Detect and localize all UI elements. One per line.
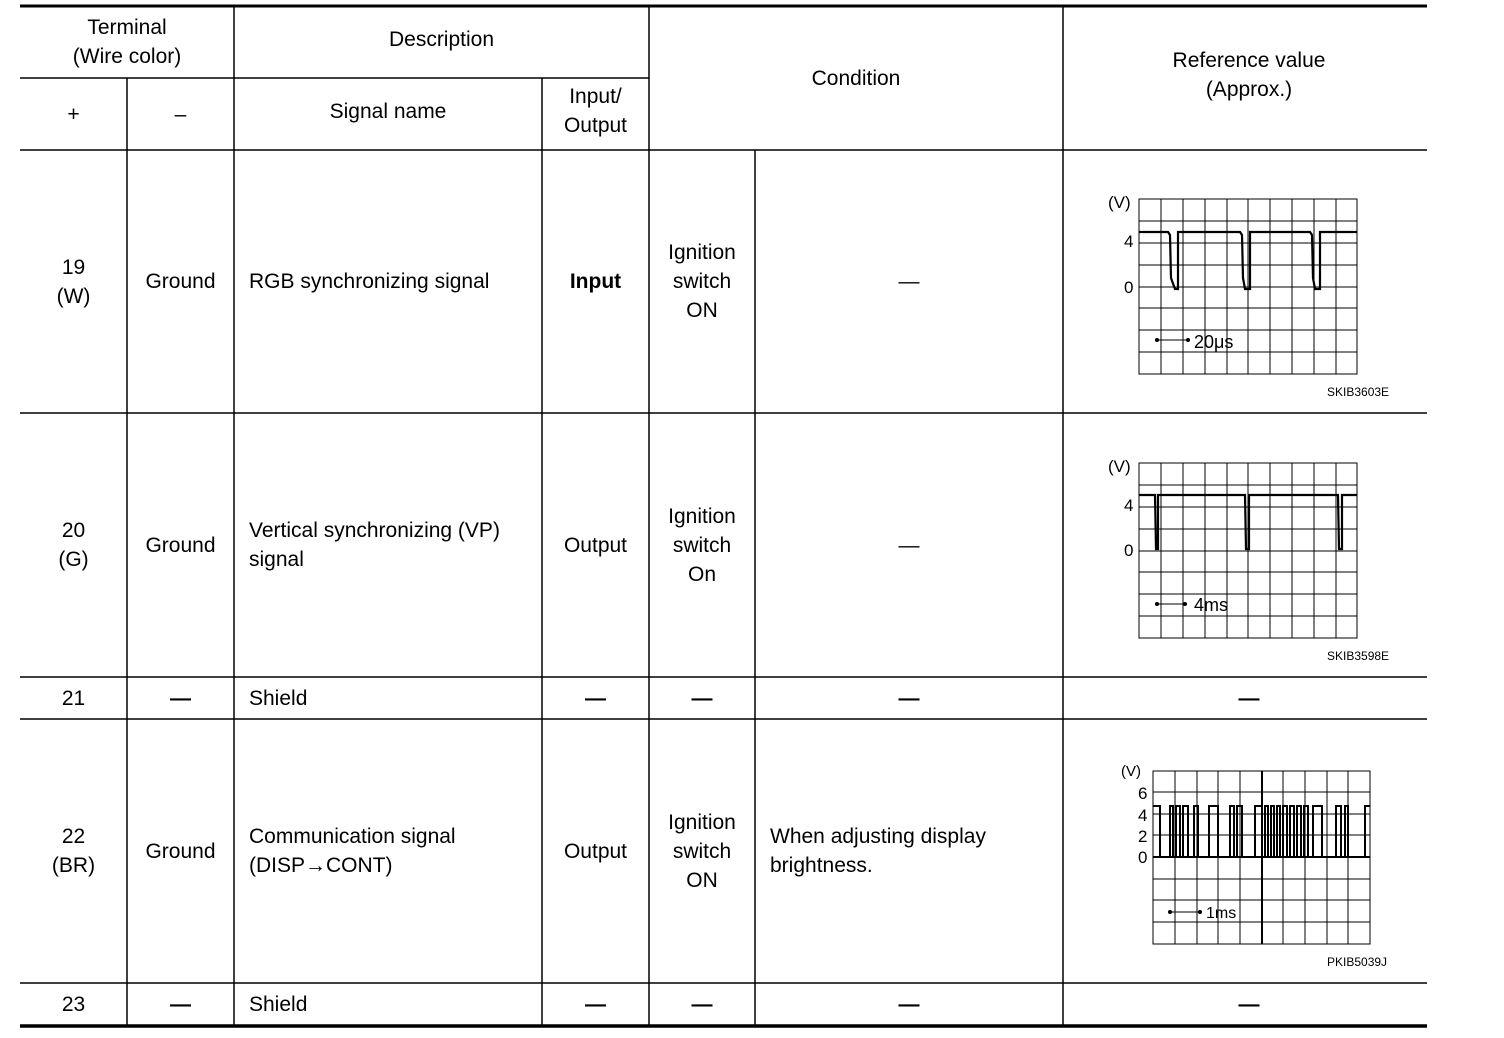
row23-minus: — — [170, 992, 191, 1016]
row22-terminal: 22 (BR) — [51, 825, 96, 877]
row23-io: — — [585, 992, 606, 1016]
row22-condition: When adjusting display brightness. — [770, 825, 986, 877]
row22-scope-tick-2: 2 — [1138, 827, 1148, 846]
row23-reference: — — [1238, 992, 1260, 1016]
row22-minus: Ground — [145, 839, 216, 863]
row21-reference: — — [1238, 686, 1260, 710]
row22-scope-time: 1ms — [1206, 905, 1237, 922]
row20-signal: Vertical synchronizing (VP) signal — [249, 519, 500, 571]
row23-signal: Shield — [249, 992, 308, 1016]
row19-io: Input — [569, 270, 622, 293]
row22-scope-unit: (V) — [1121, 763, 1141, 780]
row22-scope-tick-4: 4 — [1138, 806, 1148, 825]
row21-condition: — — [898, 686, 920, 710]
header-signal-name: Signal name — [329, 99, 447, 123]
row19-scope-tick-4: 4 — [1124, 232, 1134, 251]
row19-signal: RGB synchronizing signal — [249, 270, 490, 293]
header-description: Description — [388, 27, 495, 51]
row19-scope-unit: (V) — [1108, 193, 1131, 212]
row22-scope-tick-6: 6 — [1138, 784, 1148, 803]
row22-figure-code: PKIB5039J — [1327, 955, 1388, 969]
row20-figure-code: SKIB3598E — [1327, 649, 1390, 663]
header-minus: – — [174, 102, 187, 126]
row20-condition: — — [898, 533, 920, 557]
row20-scope-unit: (V) — [1108, 457, 1131, 476]
header-condition: Condition — [811, 66, 901, 90]
row20-scope-tick-4: 4 — [1124, 496, 1134, 515]
row21-io: — — [585, 686, 606, 710]
header-io: Input/ Output — [563, 85, 628, 137]
row19-scope-time: 20μs — [1194, 332, 1234, 352]
row20-scope-tick-0: 0 — [1124, 541, 1134, 560]
row20-scope-time: 4ms — [1194, 595, 1229, 615]
row22-signal: Communication signal (DISP→CONT) — [249, 825, 456, 877]
header-reference: Reference value (Approx.) — [1172, 49, 1326, 101]
row21-minus: — — [170, 686, 191, 710]
header-plus: + — [67, 102, 80, 126]
row22-scope-tick-0: 0 — [1138, 848, 1148, 867]
row19-ignition: Ignition switch ON — [668, 241, 736, 322]
row22-io: Output — [563, 839, 628, 863]
row22-ignition: Ignition switch ON — [668, 810, 736, 892]
header-terminal: Terminal (Wire color) — [72, 16, 182, 68]
row21-signal: Shield — [249, 686, 308, 710]
row20-terminal: 20 (G) — [58, 519, 89, 571]
row19-scope-tick-0: 0 — [1124, 278, 1134, 297]
row19-terminal: 19 (W) — [56, 255, 91, 308]
row23-condition: — — [898, 992, 920, 1016]
row19-waveform-scope — [1100, 188, 1370, 388]
row21-terminal: 21 — [61, 686, 86, 710]
row23-ignition: — — [691, 992, 713, 1016]
row20-waveform-scope — [1100, 452, 1370, 652]
row19-condition: — — [898, 270, 920, 293]
row19-minus: Ground — [145, 270, 216, 293]
row23-terminal: 23 — [61, 992, 86, 1016]
row20-io: Output — [563, 533, 628, 557]
row21-ignition: — — [691, 686, 713, 710]
row20-ignition: Ignition switch On — [668, 504, 736, 586]
row19-figure-code: SKIB3603E — [1327, 385, 1390, 399]
row22-waveform-scope — [1110, 760, 1380, 955]
row20-minus: Ground — [145, 533, 216, 557]
